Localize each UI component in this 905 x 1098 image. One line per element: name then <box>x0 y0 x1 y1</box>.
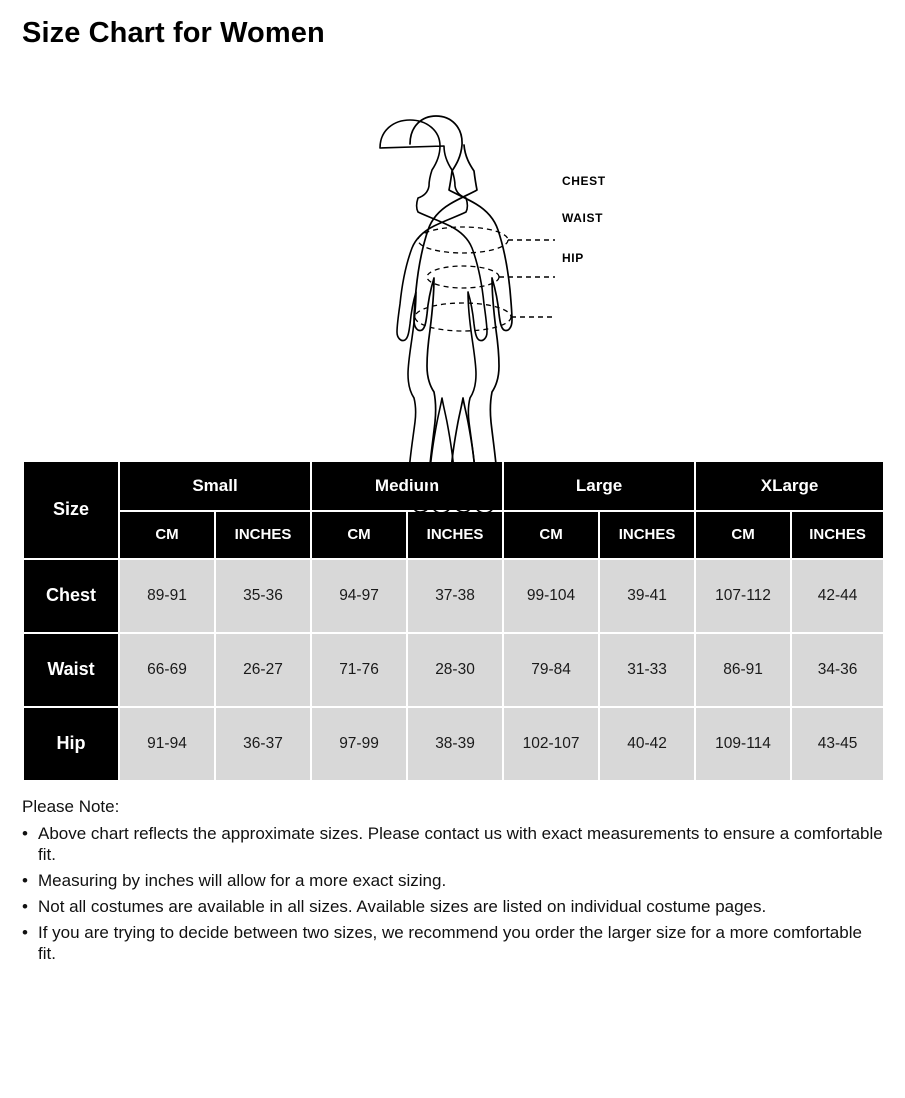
cell-chest-xlarge-cm: 107-112 <box>695 559 791 633</box>
figure-label-waist: WAIST <box>562 210 603 225</box>
bullet-icon: • <box>22 871 28 891</box>
cell-waist-medium-cm: 71-76 <box>311 633 407 707</box>
row-label-waist: Waist <box>23 633 119 707</box>
cell-waist-xlarge-inches: 34-36 <box>791 633 884 707</box>
cell-waist-xlarge-cm: 86-91 <box>695 633 791 707</box>
note-text-1: Above chart reflects the approximate sizes. Please contact us with exact measurements to ensure a comfortable fit. <box>38 823 883 865</box>
cell-chest-xlarge-inches: 42-44 <box>791 559 884 633</box>
header-unit-medium-inches: INCHES <box>407 511 503 559</box>
cell-chest-small-inches: 35-36 <box>215 559 311 633</box>
cell-hip-small-cm: 91-94 <box>119 707 215 781</box>
table-row <box>23 633 884 707</box>
cell-hip-large-cm: 102-107 <box>503 707 599 781</box>
cell-hip-xlarge-cm: 109-114 <box>695 707 791 781</box>
cell-chest-medium-inches: 37-38 <box>407 559 503 633</box>
cell-hip-large-inches: 40-42 <box>599 707 695 781</box>
header-unit-large-cm: CM <box>503 511 599 559</box>
figure-label-chest: CHEST <box>562 173 606 188</box>
figure-label-hip: HIP <box>562 250 584 265</box>
header-unit-large-inches: INCHES <box>599 511 695 559</box>
header-unit-small-cm: CM <box>119 511 215 559</box>
header-size-corner: Size <box>23 461 119 559</box>
list-item <box>22 922 883 966</box>
table-header-units <box>23 511 884 559</box>
cell-hip-xlarge-inches: 43-45 <box>791 707 884 781</box>
cell-waist-large-cm: 79-84 <box>503 633 599 707</box>
cell-chest-large-inches: 39-41 <box>599 559 695 633</box>
header-unit-medium-cm: CM <box>311 511 407 559</box>
table-row <box>23 559 884 633</box>
size-chart-page <box>0 18 905 1098</box>
cell-waist-medium-inches: 28-30 <box>407 633 503 707</box>
cell-hip-small-inches: 36-37 <box>215 707 311 781</box>
header-unit-small-inches: INCHES <box>215 511 311 559</box>
row-label-hip: Hip <box>23 707 119 781</box>
cell-chest-large-cm: 99-104 <box>503 559 599 633</box>
figure-label-layer <box>22 50 883 460</box>
body-figure-container <box>22 50 883 460</box>
page-title: Size Chart for Women <box>22 17 325 49</box>
bullet-icon: • <box>22 922 28 942</box>
list-item <box>22 823 883 867</box>
header-group-small: Small <box>119 461 311 511</box>
cell-chest-medium-cm: 94-97 <box>311 559 407 633</box>
row-label-chest: Chest <box>23 559 119 633</box>
bullet-icon: • <box>22 823 28 843</box>
note-text-3: Not all costumes are available in all sizes. Available sizes are listed on individual costume pages. <box>38 896 767 916</box>
table-row <box>23 707 884 781</box>
cell-hip-medium-cm: 97-99 <box>311 707 407 781</box>
header-group-xlarge: XLarge <box>695 461 884 511</box>
notes-section <box>22 796 883 965</box>
cell-waist-small-inches: 26-27 <box>215 633 311 707</box>
cell-waist-large-inches: 31-33 <box>599 633 695 707</box>
notes-heading: Please Note: <box>22 796 120 816</box>
cell-waist-small-cm: 66-69 <box>119 633 215 707</box>
note-text-4: If you are trying to decide between two sizes, we recommend you order the larger size for a more comfortable fit. <box>38 922 862 964</box>
list-item <box>22 896 883 918</box>
header-unit-xlarge-cm: CM <box>695 511 791 559</box>
cell-chest-small-cm: 89-91 <box>119 559 215 633</box>
cell-hip-medium-inches: 38-39 <box>407 707 503 781</box>
bullet-icon: • <box>22 896 28 916</box>
note-text-2: Measuring by inches will allow for a more exact sizing. <box>38 871 447 891</box>
header-group-medium: Medium <box>311 461 503 511</box>
list-item <box>22 870 883 892</box>
header-group-large: Large <box>503 461 695 511</box>
header-unit-xlarge-inches: INCHES <box>791 511 884 559</box>
